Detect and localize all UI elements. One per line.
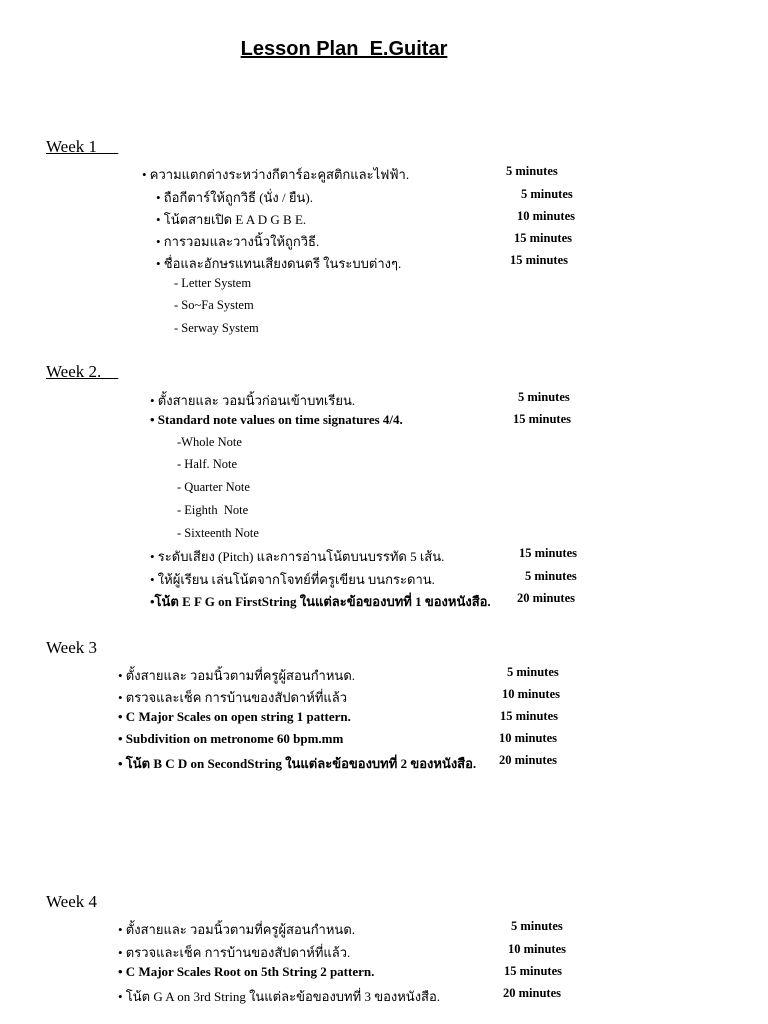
item-duration: 15 minutes bbox=[504, 964, 562, 978]
item-text: • C Major Scales Root on 5th String 2 pattern. bbox=[118, 964, 375, 979]
item-text: • ระดับเสียง (Pitch) และการอ่านโน้ตบนบรรทัด 5 เส้น. bbox=[150, 549, 445, 564]
item-duration: 5 minutes bbox=[507, 665, 559, 679]
item-duration: 15 minutes bbox=[513, 412, 571, 426]
item-text: • โน้ต G A on 3rd String ในแต่ละข้อของบทที่ 3 ของหนังสือ. bbox=[118, 989, 441, 1004]
item-text: • Subdivition on metronome 60 bpm.mm bbox=[118, 731, 344, 746]
item-duration: 20 minutes bbox=[499, 753, 557, 767]
week-2-heading: Week 2. bbox=[46, 362, 119, 381]
item-text: • ตรวจและเช็ค การบ้านของสัปดาห์ที่แล้ว bbox=[118, 690, 348, 705]
week-4-heading: Week 4 bbox=[46, 892, 98, 911]
item-duration: 20 minutes bbox=[517, 591, 575, 605]
item-text: • ตั้งสายและ วอมนิ้วก่อนเข้าบทเรียน. bbox=[150, 393, 356, 408]
week-2-subitem: - Eighth Note bbox=[177, 503, 249, 517]
item-duration: 15 minutes bbox=[519, 546, 577, 560]
week-1-heading: Week 1 bbox=[46, 137, 119, 156]
item-text: • ถือกีตาร์ให้ถูกวิธี (นั่ง / ยืน). bbox=[156, 190, 313, 205]
item-text: •โน้ต E F G on FirstString ในแต่ละข้อของบทที่ 1 ของหนังสือ. bbox=[150, 594, 491, 609]
item-text: • การวอมและวางนิ้วให้ถูกวิธี. bbox=[156, 234, 320, 249]
item-text: • ให้ผู้เรียน เล่นโน้ตจากโจทย์ที่ครูเขียน บนกระดาน. bbox=[150, 572, 435, 587]
item-duration: 10 minutes bbox=[508, 942, 566, 956]
item-text: • Standard note values on time signatures 4/4. bbox=[150, 412, 403, 427]
item-duration: 15 minutes bbox=[514, 231, 572, 245]
week-1-subitem: - Serway System bbox=[174, 321, 259, 335]
week-2-subitem: - Quarter Note bbox=[177, 480, 250, 494]
lesson-plan-title: Lesson Plan E.Guitar bbox=[240, 38, 448, 60]
item-text: • ตรวจและเช็ค การบ้านของสัปดาห์ที่แล้ว. bbox=[118, 945, 351, 960]
item-duration: 5 minutes bbox=[521, 187, 573, 201]
item-duration: 20 minutes bbox=[503, 986, 561, 1000]
item-text: • C Major Scales on open string 1 pattern. bbox=[118, 709, 351, 724]
item-duration: 5 minutes bbox=[511, 919, 563, 933]
week-1-subitem: - So~Fa System bbox=[174, 298, 254, 312]
item-duration: 5 minutes bbox=[506, 164, 558, 178]
week-1-subitem: - Letter System bbox=[174, 276, 252, 290]
item-text: • ตั้งสายและ วอมนิ้วตามที่ครูผู้สอนกำหนด. bbox=[118, 922, 356, 937]
item-text: • โน้ตสายเปิด E A D G B E. bbox=[156, 212, 307, 227]
item-duration: 10 minutes bbox=[517, 209, 575, 223]
week-3-heading: Week 3 bbox=[46, 638, 98, 657]
item-duration: 5 minutes bbox=[518, 390, 570, 404]
item-duration: 5 minutes bbox=[525, 569, 577, 583]
item-duration: 15 minutes bbox=[510, 253, 568, 267]
item-text: • โน้ต B C D on SecondString ในแต่ละข้อของบทที่ 2 ของหนังสือ. bbox=[118, 756, 477, 771]
item-text: • ความแตกต่างระหว่างกีตาร์อะคูสติกและไฟฟ้า. bbox=[142, 167, 410, 182]
item-text: • ชื่อและอักษรแทนเสียงดนตรี ในระบบต่างๆ. bbox=[156, 256, 402, 271]
item-text: • ตั้งสายและ วอมนิ้วตามที่ครูผู้สอนกำหนด. bbox=[118, 668, 356, 683]
week-2-subitem: -Whole Note bbox=[177, 435, 242, 449]
item-duration: 10 minutes bbox=[502, 687, 560, 701]
item-duration: 15 minutes bbox=[500, 709, 558, 723]
item-duration: 10 minutes bbox=[499, 731, 557, 745]
week-2-subitem: - Sixteenth Note bbox=[177, 526, 259, 540]
week-2-subitem: - Half. Note bbox=[177, 457, 238, 471]
